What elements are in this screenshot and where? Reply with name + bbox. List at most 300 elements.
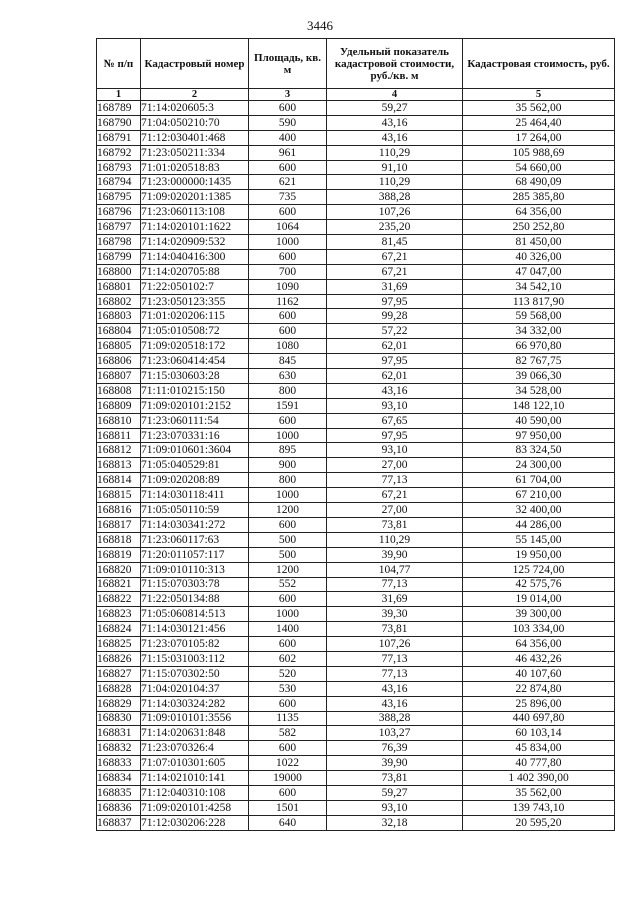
area-cell: 895 bbox=[249, 443, 327, 458]
cadastral-number-cell: 71:12:030206:228 bbox=[141, 815, 249, 830]
row-number-cell: 168804 bbox=[97, 324, 141, 339]
row-number-cell: 168789 bbox=[97, 101, 141, 116]
cadastral-cost-cell: 25 464,40 bbox=[463, 115, 615, 130]
area-cell: 1000 bbox=[249, 607, 327, 622]
table-row bbox=[97, 577, 615, 592]
area-cell: 1000 bbox=[249, 428, 327, 443]
header-cadastral-number: Кадастровый номер bbox=[141, 39, 249, 89]
specific-rate-cell: 67,65 bbox=[327, 413, 463, 428]
specific-rate-cell: 59,27 bbox=[327, 785, 463, 800]
page-number: 3446 bbox=[307, 18, 333, 33]
specific-rate-cell: 27,00 bbox=[327, 458, 463, 473]
cadastral-cost-cell: 113 817,90 bbox=[463, 294, 615, 309]
cadastral-cost-cell: 60 103,14 bbox=[463, 726, 615, 741]
area-cell: 582 bbox=[249, 726, 327, 741]
table-row bbox=[97, 190, 615, 205]
cadastral-number-cell: 71:23:050123:355 bbox=[141, 294, 249, 309]
area-cell: 1200 bbox=[249, 503, 327, 518]
area-cell: 530 bbox=[249, 681, 327, 696]
specific-rate-cell: 67,21 bbox=[327, 264, 463, 279]
cadastral-number-cell: 71:15:070302:50 bbox=[141, 666, 249, 681]
table-row bbox=[97, 607, 615, 622]
cadastral-number-cell: 71:23:000000:1435 bbox=[141, 175, 249, 190]
cadastral-number-cell: 71:22:050102:7 bbox=[141, 279, 249, 294]
table-row bbox=[97, 741, 615, 756]
row-number-cell: 168791 bbox=[97, 130, 141, 145]
specific-rate-cell: 81,45 bbox=[327, 235, 463, 250]
table-row bbox=[97, 235, 615, 250]
cadastral-cost-cell: 35 562,00 bbox=[463, 785, 615, 800]
area-cell: 600 bbox=[249, 160, 327, 175]
cadastral-number-cell: 71:15:031003:112 bbox=[141, 651, 249, 666]
cadastral-number-cell: 71:14:030324:282 bbox=[141, 696, 249, 711]
row-number-cell: 168813 bbox=[97, 458, 141, 473]
area-cell: 600 bbox=[249, 637, 327, 652]
cadastral-number-cell: 71:14:030118:411 bbox=[141, 488, 249, 503]
specific-rate-cell: 43,16 bbox=[327, 696, 463, 711]
cadastral-cost-cell: 19 014,00 bbox=[463, 592, 615, 607]
table-row bbox=[97, 279, 615, 294]
table-row bbox=[97, 264, 615, 279]
cadastral-cost-cell: 103 334,00 bbox=[463, 622, 615, 637]
cadastral-number-cell: 71:14:020631:848 bbox=[141, 726, 249, 741]
cadastral-cost-cell: 47 047,00 bbox=[463, 264, 615, 279]
table-row bbox=[97, 354, 615, 369]
table-row bbox=[97, 145, 615, 160]
table-row bbox=[97, 532, 615, 547]
row-number-cell: 168821 bbox=[97, 577, 141, 592]
table-row bbox=[97, 517, 615, 532]
area-cell: 400 bbox=[249, 130, 327, 145]
cadastral-cost-cell: 40 590,00 bbox=[463, 413, 615, 428]
specific-rate-cell: 67,21 bbox=[327, 249, 463, 264]
cadastral-number-cell: 71:14:020605:3 bbox=[141, 101, 249, 116]
table-row bbox=[97, 175, 615, 190]
specific-rate-cell: 97,95 bbox=[327, 428, 463, 443]
specific-rate-cell: 27,00 bbox=[327, 503, 463, 518]
cadastral-number-cell: 71:09:010110:313 bbox=[141, 562, 249, 577]
row-number-cell: 168826 bbox=[97, 651, 141, 666]
cadastral-number-cell: 71:05:010508:72 bbox=[141, 324, 249, 339]
cadastral-number-cell: 71:14:030121:456 bbox=[141, 622, 249, 637]
table-row bbox=[97, 622, 615, 637]
specific-rate-cell: 67,21 bbox=[327, 488, 463, 503]
specific-rate-cell: 31,69 bbox=[327, 592, 463, 607]
row-number-cell: 168806 bbox=[97, 354, 141, 369]
cadastral-cost-cell: 250 252,80 bbox=[463, 220, 615, 235]
cadastral-number-cell: 71:05:050110:59 bbox=[141, 503, 249, 518]
area-cell: 600 bbox=[249, 592, 327, 607]
area-cell: 600 bbox=[249, 785, 327, 800]
table-row bbox=[97, 339, 615, 354]
table-row bbox=[97, 756, 615, 771]
specific-rate-cell: 73,81 bbox=[327, 771, 463, 786]
area-cell: 1501 bbox=[249, 800, 327, 815]
cadastral-number-cell: 71:14:021010:141 bbox=[141, 771, 249, 786]
table-row bbox=[97, 220, 615, 235]
table-row bbox=[97, 324, 615, 339]
table-row bbox=[97, 711, 615, 726]
specific-rate-cell: 62,01 bbox=[327, 339, 463, 354]
cadastral-cost-cell: 285 385,80 bbox=[463, 190, 615, 205]
specific-rate-cell: 43,16 bbox=[327, 681, 463, 696]
row-number-cell: 168793 bbox=[97, 160, 141, 175]
column-number-row bbox=[97, 89, 615, 101]
specific-rate-cell: 104,77 bbox=[327, 562, 463, 577]
row-number-cell: 168816 bbox=[97, 503, 141, 518]
specific-rate-cell: 43,16 bbox=[327, 115, 463, 130]
specific-rate-cell: 110,29 bbox=[327, 175, 463, 190]
specific-rate-cell: 93,10 bbox=[327, 398, 463, 413]
header-area: Площадь, кв. м bbox=[249, 39, 327, 89]
cadastral-number-cell: 71:23:050211:334 bbox=[141, 145, 249, 160]
cadastral-number-cell: 71:23:060113:108 bbox=[141, 205, 249, 220]
cadastral-number-cell: 71:14:030341:272 bbox=[141, 517, 249, 532]
area-cell: 600 bbox=[249, 101, 327, 116]
cadastral-cost-cell: 1 402 390,00 bbox=[463, 771, 615, 786]
cadastral-value-table bbox=[96, 38, 615, 831]
row-number-cell: 168828 bbox=[97, 681, 141, 696]
table-row bbox=[97, 726, 615, 741]
header-num: № п/п bbox=[97, 39, 141, 89]
table-row bbox=[97, 369, 615, 384]
row-number-cell: 168837 bbox=[97, 815, 141, 830]
table-row bbox=[97, 592, 615, 607]
table-row bbox=[97, 413, 615, 428]
table-row bbox=[97, 666, 615, 681]
area-cell: 800 bbox=[249, 473, 327, 488]
specific-rate-cell: 110,29 bbox=[327, 145, 463, 160]
area-cell: 520 bbox=[249, 666, 327, 681]
cadastral-cost-cell: 59 568,00 bbox=[463, 309, 615, 324]
table-row bbox=[97, 696, 615, 711]
area-cell: 600 bbox=[249, 309, 327, 324]
table-row bbox=[97, 115, 615, 130]
specific-rate-cell: 77,13 bbox=[327, 473, 463, 488]
row-number-cell: 168815 bbox=[97, 488, 141, 503]
column-number: 2 bbox=[141, 89, 249, 101]
cadastral-cost-cell: 34 542,10 bbox=[463, 279, 615, 294]
cadastral-cost-cell: 40 777,80 bbox=[463, 756, 615, 771]
header-specific-rate: Удельный показатель кадастровой стоимости, руб./кв. м bbox=[327, 39, 463, 89]
specific-rate-cell: 93,10 bbox=[327, 443, 463, 458]
area-cell: 1591 bbox=[249, 398, 327, 413]
column-number: 5 bbox=[463, 89, 615, 101]
row-number-cell: 168823 bbox=[97, 607, 141, 622]
specific-rate-cell: 107,26 bbox=[327, 637, 463, 652]
specific-rate-cell: 73,81 bbox=[327, 622, 463, 637]
column-number: 3 bbox=[249, 89, 327, 101]
row-number-cell: 168819 bbox=[97, 547, 141, 562]
cadastral-cost-cell: 55 145,00 bbox=[463, 532, 615, 547]
area-cell: 600 bbox=[249, 696, 327, 711]
cadastral-cost-cell: 24 300,00 bbox=[463, 458, 615, 473]
row-number-cell: 168799 bbox=[97, 249, 141, 264]
specific-rate-cell: 235,20 bbox=[327, 220, 463, 235]
row-number-cell: 168833 bbox=[97, 756, 141, 771]
cadastral-number-cell: 71:01:020518:83 bbox=[141, 160, 249, 175]
area-cell: 500 bbox=[249, 532, 327, 547]
table-row bbox=[97, 503, 615, 518]
cadastral-cost-cell: 40 326,00 bbox=[463, 249, 615, 264]
table-row bbox=[97, 249, 615, 264]
row-number-cell: 168818 bbox=[97, 532, 141, 547]
row-number-cell: 168792 bbox=[97, 145, 141, 160]
specific-rate-cell: 99,28 bbox=[327, 309, 463, 324]
cadastral-cost-cell: 82 767,75 bbox=[463, 354, 615, 369]
cadastral-cost-cell: 20 595,20 bbox=[463, 815, 615, 830]
specific-rate-cell: 39,90 bbox=[327, 756, 463, 771]
header-row bbox=[97, 39, 615, 89]
row-number-cell: 168831 bbox=[97, 726, 141, 741]
specific-rate-cell: 77,13 bbox=[327, 666, 463, 681]
area-cell: 1064 bbox=[249, 220, 327, 235]
cadastral-number-cell: 71:23:060414:454 bbox=[141, 354, 249, 369]
cadastral-number-cell: 71:09:010601:3604 bbox=[141, 443, 249, 458]
cadastral-cost-cell: 54 660,00 bbox=[463, 160, 615, 175]
cadastral-number-cell: 71:23:070105:82 bbox=[141, 637, 249, 652]
specific-rate-cell: 77,13 bbox=[327, 577, 463, 592]
table-row bbox=[97, 681, 615, 696]
area-cell: 1022 bbox=[249, 756, 327, 771]
area-cell: 1200 bbox=[249, 562, 327, 577]
cadastral-number-cell: 71:23:060111:54 bbox=[141, 413, 249, 428]
table-row bbox=[97, 473, 615, 488]
cadastral-cost-cell: 39 300,00 bbox=[463, 607, 615, 622]
area-cell: 1090 bbox=[249, 279, 327, 294]
row-number-cell: 168812 bbox=[97, 443, 141, 458]
area-cell: 630 bbox=[249, 369, 327, 384]
row-number-cell: 168832 bbox=[97, 741, 141, 756]
column-number: 4 bbox=[327, 89, 463, 101]
cadastral-cost-cell: 34 332,00 bbox=[463, 324, 615, 339]
row-number-cell: 168811 bbox=[97, 428, 141, 443]
area-cell: 600 bbox=[249, 324, 327, 339]
cadastral-number-cell: 71:23:070331:16 bbox=[141, 428, 249, 443]
table-row bbox=[97, 651, 615, 666]
specific-rate-cell: 57,22 bbox=[327, 324, 463, 339]
cadastral-number-cell: 71:15:070303:78 bbox=[141, 577, 249, 592]
table-row bbox=[97, 800, 615, 815]
row-number-cell: 168817 bbox=[97, 517, 141, 532]
area-cell: 600 bbox=[249, 205, 327, 220]
row-number-cell: 168808 bbox=[97, 383, 141, 398]
cadastral-cost-cell: 66 970,80 bbox=[463, 339, 615, 354]
area-cell: 19000 bbox=[249, 771, 327, 786]
cadastral-cost-cell: 97 950,00 bbox=[463, 428, 615, 443]
cadastral-number-cell: 71:04:050210:70 bbox=[141, 115, 249, 130]
specific-rate-cell: 76,39 bbox=[327, 741, 463, 756]
row-number-cell: 168800 bbox=[97, 264, 141, 279]
row-number-cell: 168802 bbox=[97, 294, 141, 309]
area-cell: 640 bbox=[249, 815, 327, 830]
table-row bbox=[97, 398, 615, 413]
row-number-cell: 168803 bbox=[97, 309, 141, 324]
table-row bbox=[97, 815, 615, 830]
cadastral-cost-cell: 440 697,80 bbox=[463, 711, 615, 726]
cadastral-number-cell: 71:01:020206:115 bbox=[141, 309, 249, 324]
cadastral-number-cell: 71:09:020101:4258 bbox=[141, 800, 249, 815]
cadastral-cost-cell: 35 562,00 bbox=[463, 101, 615, 116]
table-row bbox=[97, 383, 615, 398]
specific-rate-cell: 39,90 bbox=[327, 547, 463, 562]
specific-rate-cell: 62,01 bbox=[327, 369, 463, 384]
cadastral-cost-cell: 17 264,00 bbox=[463, 130, 615, 145]
specific-rate-cell: 107,26 bbox=[327, 205, 463, 220]
cadastral-cost-cell: 61 704,00 bbox=[463, 473, 615, 488]
row-number-cell: 168820 bbox=[97, 562, 141, 577]
column-number: 1 bbox=[97, 89, 141, 101]
cadastral-number-cell: 71:04:020104:37 bbox=[141, 681, 249, 696]
specific-rate-cell: 97,95 bbox=[327, 294, 463, 309]
specific-rate-cell: 31,69 bbox=[327, 279, 463, 294]
row-number-cell: 168825 bbox=[97, 637, 141, 652]
row-number-cell: 168814 bbox=[97, 473, 141, 488]
specific-rate-cell: 73,81 bbox=[327, 517, 463, 532]
row-number-cell: 168830 bbox=[97, 711, 141, 726]
cadastral-cost-cell: 139 743,10 bbox=[463, 800, 615, 815]
row-number-cell: 168834 bbox=[97, 771, 141, 786]
cadastral-cost-cell: 42 575,76 bbox=[463, 577, 615, 592]
row-number-cell: 168805 bbox=[97, 339, 141, 354]
specific-rate-cell: 59,27 bbox=[327, 101, 463, 116]
cadastral-number-cell: 71:20:011057:117 bbox=[141, 547, 249, 562]
row-number-cell: 168836 bbox=[97, 800, 141, 815]
cadastral-cost-cell: 34 528,00 bbox=[463, 383, 615, 398]
area-cell: 845 bbox=[249, 354, 327, 369]
area-cell: 500 bbox=[249, 547, 327, 562]
cadastral-cost-cell: 68 490,09 bbox=[463, 175, 615, 190]
specific-rate-cell: 77,13 bbox=[327, 651, 463, 666]
cadastral-cost-cell: 148 122,10 bbox=[463, 398, 615, 413]
row-number-cell: 168801 bbox=[97, 279, 141, 294]
area-cell: 621 bbox=[249, 175, 327, 190]
table-row bbox=[97, 443, 615, 458]
table-row bbox=[97, 309, 615, 324]
cadastral-number-cell: 71:05:040529:81 bbox=[141, 458, 249, 473]
cadastral-cost-cell: 25 896,00 bbox=[463, 696, 615, 711]
area-cell: 1400 bbox=[249, 622, 327, 637]
table-row bbox=[97, 130, 615, 145]
area-cell: 800 bbox=[249, 383, 327, 398]
table-row bbox=[97, 488, 615, 503]
row-number-cell: 168790 bbox=[97, 115, 141, 130]
cadastral-number-cell: 71:14:020101:1622 bbox=[141, 220, 249, 235]
specific-rate-cell: 110,29 bbox=[327, 532, 463, 547]
area-cell: 602 bbox=[249, 651, 327, 666]
area-cell: 1080 bbox=[249, 339, 327, 354]
cadastral-number-cell: 71:23:060117:63 bbox=[141, 532, 249, 547]
specific-rate-cell: 388,28 bbox=[327, 711, 463, 726]
area-cell: 1135 bbox=[249, 711, 327, 726]
cadastral-cost-cell: 39 066,30 bbox=[463, 369, 615, 384]
table-row bbox=[97, 547, 615, 562]
row-number-cell: 168795 bbox=[97, 190, 141, 205]
specific-rate-cell: 43,16 bbox=[327, 383, 463, 398]
cadastral-cost-cell: 125 724,00 bbox=[463, 562, 615, 577]
area-cell: 900 bbox=[249, 458, 327, 473]
specific-rate-cell: 388,28 bbox=[327, 190, 463, 205]
row-number-cell: 168822 bbox=[97, 592, 141, 607]
row-number-cell: 168835 bbox=[97, 785, 141, 800]
area-cell: 600 bbox=[249, 413, 327, 428]
cadastral-number-cell: 71:09:020101:2152 bbox=[141, 398, 249, 413]
row-number-cell: 168829 bbox=[97, 696, 141, 711]
cadastral-cost-cell: 22 874,80 bbox=[463, 681, 615, 696]
area-cell: 1162 bbox=[249, 294, 327, 309]
area-cell: 600 bbox=[249, 249, 327, 264]
cadastral-number-cell: 71:09:020208:89 bbox=[141, 473, 249, 488]
cadastral-number-cell: 71:11:010215:150 bbox=[141, 383, 249, 398]
area-cell: 600 bbox=[249, 741, 327, 756]
cadastral-cost-cell: 46 432,26 bbox=[463, 651, 615, 666]
area-cell: 961 bbox=[249, 145, 327, 160]
cadastral-number-cell: 71:22:050134:88 bbox=[141, 592, 249, 607]
table-row bbox=[97, 294, 615, 309]
specific-rate-cell: 32,18 bbox=[327, 815, 463, 830]
cadastral-cost-cell: 64 356,00 bbox=[463, 637, 615, 652]
specific-rate-cell: 43,16 bbox=[327, 130, 463, 145]
specific-rate-cell: 103,27 bbox=[327, 726, 463, 741]
table-row bbox=[97, 637, 615, 652]
specific-rate-cell: 97,95 bbox=[327, 354, 463, 369]
specific-rate-cell: 91,10 bbox=[327, 160, 463, 175]
cadastral-cost-cell: 19 950,00 bbox=[463, 547, 615, 562]
cadastral-cost-cell: 83 324,50 bbox=[463, 443, 615, 458]
cadastral-number-cell: 71:14:040416:300 bbox=[141, 249, 249, 264]
area-cell: 1000 bbox=[249, 488, 327, 503]
row-number-cell: 168794 bbox=[97, 175, 141, 190]
area-cell: 735 bbox=[249, 190, 327, 205]
table-row bbox=[97, 205, 615, 220]
table-row bbox=[97, 562, 615, 577]
cadastral-cost-cell: 44 286,00 bbox=[463, 517, 615, 532]
table-body bbox=[97, 101, 615, 831]
cadastral-cost-cell: 64 356,00 bbox=[463, 205, 615, 220]
table-row bbox=[97, 458, 615, 473]
cadastral-number-cell: 71:07:010301:605 bbox=[141, 756, 249, 771]
cadastral-number-cell: 71:14:020705:88 bbox=[141, 264, 249, 279]
table-row bbox=[97, 101, 615, 116]
cadastral-number-cell: 71:14:020909:532 bbox=[141, 235, 249, 250]
area-cell: 552 bbox=[249, 577, 327, 592]
specific-rate-cell: 93,10 bbox=[327, 800, 463, 815]
cadastral-cost-cell: 105 988,69 bbox=[463, 145, 615, 160]
specific-rate-cell: 39,30 bbox=[327, 607, 463, 622]
area-cell: 600 bbox=[249, 517, 327, 532]
area-cell: 700 bbox=[249, 264, 327, 279]
cadastral-cost-cell: 67 210,00 bbox=[463, 488, 615, 503]
cadastral-number-cell: 71:12:030401:468 bbox=[141, 130, 249, 145]
cadastral-cost-cell: 81 450,00 bbox=[463, 235, 615, 250]
area-cell: 1000 bbox=[249, 235, 327, 250]
cadastral-number-cell: 71:23:070326:4 bbox=[141, 741, 249, 756]
cadastral-number-cell: 71:12:040310:108 bbox=[141, 785, 249, 800]
cadastral-number-cell: 71:15:030603:28 bbox=[141, 369, 249, 384]
row-number-cell: 168810 bbox=[97, 413, 141, 428]
row-number-cell: 168798 bbox=[97, 235, 141, 250]
header-cadastral-cost: Кадастровая стоимость, руб. bbox=[463, 39, 615, 89]
row-number-cell: 168807 bbox=[97, 369, 141, 384]
row-number-cell: 168824 bbox=[97, 622, 141, 637]
cadastral-number-cell: 71:05:060814:513 bbox=[141, 607, 249, 622]
row-number-cell: 168797 bbox=[97, 220, 141, 235]
row-number-cell: 168827 bbox=[97, 666, 141, 681]
cadastral-number-cell: 71:09:010101:3556 bbox=[141, 711, 249, 726]
cadastral-number-cell: 71:09:020201:1385 bbox=[141, 190, 249, 205]
cadastral-cost-cell: 32 400,00 bbox=[463, 503, 615, 518]
cadastral-cost-cell: 40 107,60 bbox=[463, 666, 615, 681]
